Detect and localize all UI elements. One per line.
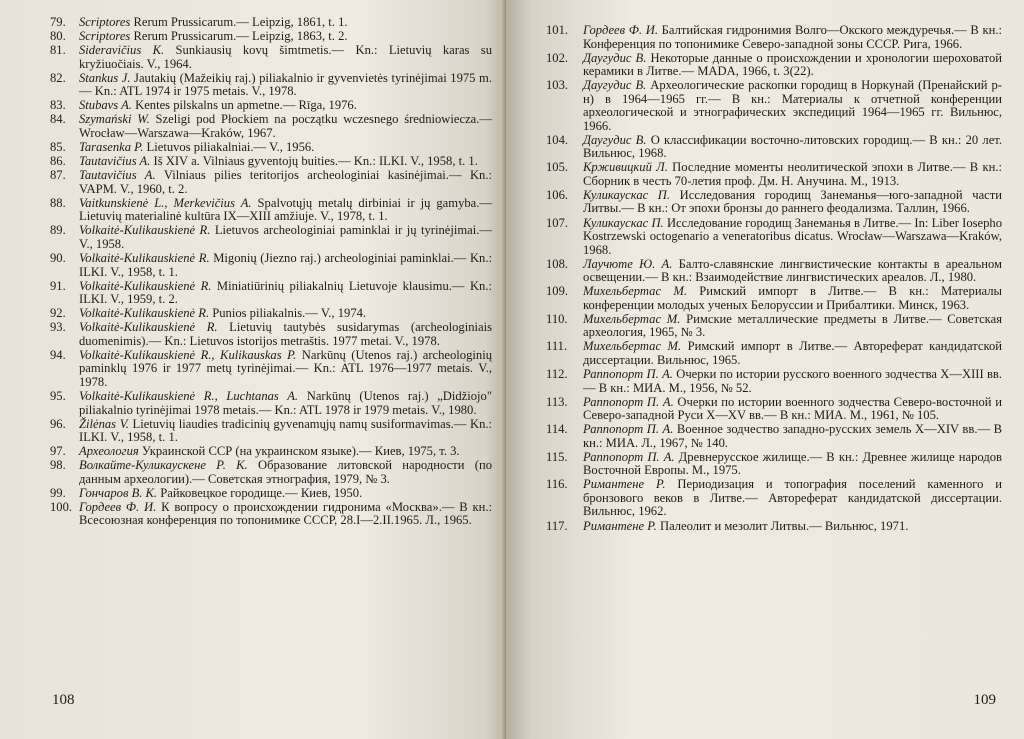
entry-text [79, 44, 492, 71]
entry-author: Volkaitė-Kulikauskienė R. [79, 306, 210, 321]
entry-text [79, 141, 492, 155]
entry-number: 111. [546, 339, 568, 354]
bibliography-entry [546, 451, 1002, 478]
entry-author: Куликаускас П. [583, 215, 664, 230]
entry-title: Очерки по истории военного зодчества Северо-восточной и Северо-западной Руси X—XV вв.— В кн.: МИА. М., 1961, № 105. [583, 394, 1002, 423]
entry-title: Spalvotųjų metalų dirbiniai ir jų gamyba.— Lietuvių materialinė kultūra IX—XIII amžiuje. V., 1978, t. 1. [79, 195, 492, 224]
entry-title: Римский импорт в Литве.— Автореферат кандидатской диссертации. Вильнюс, 1965. [583, 339, 1002, 367]
entry-number: 92. [50, 306, 66, 321]
entry-author: Volkaitė-Kulikauskienė R. [79, 251, 210, 266]
entry-text [79, 390, 492, 417]
entry-text [79, 459, 492, 486]
bibliography-entry [546, 396, 1002, 423]
entry-number: 103. [546, 78, 569, 93]
entry-number: 107. [546, 215, 569, 230]
entry-author: Раппопорт П. А. [583, 367, 673, 382]
entry-author: Гордеев Ф. И. [583, 23, 658, 37]
entry-title: Райковецкое городище.— Киев, 1950. [157, 485, 363, 500]
entry-text [583, 368, 1002, 395]
entry-author: Szymański W. [79, 112, 150, 127]
entry-text [79, 280, 492, 307]
entry-text [79, 169, 492, 196]
entry-number: 79. [50, 15, 66, 29]
bibliography-entry [546, 79, 1002, 133]
entry-text [583, 340, 1002, 367]
entry-number: 112. [546, 367, 568, 382]
entry-text [79, 16, 492, 30]
entry-author: Tarasenka P. [79, 140, 144, 155]
entry-number: 100. [50, 499, 73, 514]
entry-number: 82. [50, 70, 66, 85]
entry-author: Даугудис В. [583, 50, 647, 65]
bibliography-entry [50, 280, 492, 307]
entry-text [583, 451, 1002, 478]
entry-author: Раппопорт П. А. [583, 449, 675, 464]
entry-author: Римантене Р. [583, 518, 657, 533]
entry-title: Балтийская гидронимия Волго—Окского междуречья.— В кн.: Конференция по топонимике Северо-западной зоны СССР. Рига, 1966. [583, 23, 1002, 51]
entry-author: Volkaitė-Kulikauskienė R. [79, 223, 211, 238]
entry-title: Украинской ССР (на украинском языке).— Киев, 1975, т. 3. [138, 444, 460, 459]
entry-text [79, 445, 492, 459]
bibliography-entry [50, 155, 492, 169]
bibliography-entry [50, 445, 492, 459]
entry-title: Некоторые данные о происхождении и хронологии шероховатой керамики в Литве.— MADA, 1966, t. 3(22). [583, 50, 1002, 79]
entry-author: Лаучюте Ю. А. [583, 256, 673, 271]
entry-number: 97. [50, 444, 66, 459]
bibliography-entry [546, 24, 1002, 51]
entry-title: Rerum Prussicarum.— Leipzig, 1863, t. 2. [130, 29, 348, 44]
entry-text [583, 285, 1002, 312]
entry-author: Stankus J. [79, 70, 131, 85]
entry-text [583, 520, 1002, 534]
entry-number: 104. [546, 132, 569, 147]
bibliography-entry [50, 224, 492, 251]
entry-text [583, 478, 1002, 519]
entry-title: Военное зодчество западно-русских земель X—XIV вв.— В кн.: МИА. Л., 1967, № 140. [583, 422, 1003, 450]
entry-title: Lietuvos piliakalniai.— V., 1956. [143, 140, 315, 155]
entry-number: 106. [546, 187, 569, 202]
entry-author: Раппопорт П. А. [583, 422, 674, 437]
entry-text [583, 423, 1002, 450]
entry-number: 102. [546, 50, 569, 65]
entry-number: 101. [546, 23, 569, 37]
entry-author: Žilėnas V. [79, 416, 129, 431]
entry-number: 99. [50, 485, 66, 500]
bibliography-entry [546, 52, 1002, 79]
entry-title: Lietuvių tautybės susidarymas (archeologiniais duomenimis).— Kn.: Lietuvos istorijos metraštis. 1977 metai. V., 1978. [79, 320, 493, 348]
entry-author: Гордеев Ф. И. [79, 499, 157, 514]
bibliography-entry [546, 217, 1002, 258]
bibliography-entry [546, 520, 1002, 534]
entry-title: Narkūnų (Utenos raj.) „Didžiojo" piliakalnio tyrinėjimai 1978 metais.— Kn.: ATL 1978 ir 1979 metais. V., 1980. [79, 389, 492, 417]
entry-text [583, 79, 1002, 133]
bibliography-entry [546, 258, 1002, 285]
entry-text [79, 418, 492, 445]
bibliography-entry [50, 321, 492, 348]
bibliography-entry [546, 189, 1002, 216]
entry-number: 95. [50, 389, 66, 403]
entry-text [79, 72, 492, 99]
right-page [506, 0, 1024, 739]
entry-title: Migonių (Jiezno raj.) archeologiniai paminklai.— Kn.: ILKI. V., 1958, t. 1. [79, 251, 492, 279]
entry-number: 87. [50, 168, 66, 183]
entry-text [79, 99, 492, 113]
entry-number: 115. [546, 449, 568, 464]
entry-title: Jautakių (Mažeikių raj.) piliakalnio ir gyvenvietės tyrinėjimai 1975 m.— Kn.: ATL 1974 ir 1975 metais. V., 1978. [79, 70, 492, 99]
entry-title: Римский импорт в Литве.— В кн.: Материалы конференции молодых ученых Белоруссии и Прибалтики. Минск, 1963. [583, 284, 1003, 312]
entry-text [79, 501, 492, 528]
bibliography-entry [50, 307, 492, 321]
entry-text [79, 252, 492, 279]
entry-title: Исследование городищ Занеманья в Литве.— In: Liber Iosepho Kostrzewski octogenario a veneratoribus dicatus. Wrocław—Warszawa—Kraków, 1968. [583, 215, 1002, 257]
entry-title: Балто-славянские лингвистические контакты в ареальном освещении.— В кн.: Взаимодействие лингвистических ареалов. Л., 1980. [583, 256, 1002, 285]
entry-author: Tautavičius A. [79, 154, 151, 169]
entry-text [583, 189, 1002, 216]
entry-author: Гончаров В. К. [79, 485, 158, 500]
entry-author: Раппопорт П. А. [583, 394, 674, 409]
bibliography-entry [50, 30, 492, 44]
entry-text [583, 134, 1002, 161]
entry-author: Scriptores [79, 29, 131, 44]
entry-text [79, 155, 492, 169]
entry-number: 81. [50, 43, 66, 58]
bibliography-entry [50, 99, 492, 113]
bibliography-entry [50, 252, 492, 279]
entry-title: Rerum Prussicarum.— Leipzig, 1861, t. 1. [130, 15, 348, 29]
entry-author: Volkaitė-Kulikauskienė R. [79, 320, 218, 335]
entry-text [79, 307, 492, 321]
entry-text [583, 24, 1002, 51]
entry-number: 105. [546, 160, 569, 175]
entry-title: Археологические раскопки городищ в Норкунай (Пренайский р-н) в 1964—1965 гг.— В кн.: Материалы к отчетной конференции археологической и этнографических экспедиций 1964—1965 гг. Вильнюс, 1966. [583, 78, 1002, 133]
bibliography-entry [50, 418, 492, 445]
bibliography-entry [50, 390, 492, 417]
entry-title: К вопросу о происхождении гидронима «Москва».— В кн.: Всесоюзная конференция по топонимике СССР, 28.I—2.II.1965. Л., 1965. [79, 499, 492, 528]
entry-number: 116. [546, 477, 568, 492]
bibliography-entry [546, 368, 1002, 395]
entry-number: 113. [546, 394, 568, 409]
bibliography-list-right [546, 24, 1002, 533]
bibliography-entry [546, 285, 1002, 312]
entry-author: Tautavičius A. [79, 168, 156, 183]
entry-text [79, 349, 492, 390]
bibliography-entry [50, 44, 492, 71]
entry-number: 96. [50, 416, 66, 431]
bibliography-entry [50, 349, 492, 390]
entry-title: Lietuvos archeologiniai paminklai ir jų tyrinėjimai.— V., 1958. [79, 223, 492, 251]
entry-title: Vilniaus pilies teritorijos archeologiniai kasinėjimai.— Kn.: VAPM. V., 1960, t. 2. [79, 168, 493, 196]
entry-number: 94. [50, 347, 66, 362]
entry-title: Очерки по истории русского военного зодчества X—XIII вв.— В кн.: МИА. М., 1956, № 52. [583, 367, 1003, 395]
bibliography-entry [546, 340, 1002, 367]
entry-text [79, 30, 492, 44]
entry-number: 86. [50, 154, 66, 169]
bibliography-entry [50, 487, 492, 501]
bibliography-entry [50, 16, 492, 30]
bibliography-entry [546, 478, 1002, 519]
bibliography-entry [546, 313, 1002, 340]
entry-number: 117. [546, 518, 568, 533]
entry-author: Куликаускас П. [583, 187, 671, 202]
entry-text [583, 313, 1002, 340]
entry-author: Scriptores [79, 15, 131, 29]
entry-author: Археология [79, 444, 139, 459]
entry-number: 109. [546, 284, 569, 299]
entry-title: Szeligi pod Płockiem na początku wczesnego średniowiecza.— Wrocław—Warszawa—Kraków, 1967. [79, 112, 492, 140]
entry-number: 90. [50, 251, 66, 266]
entry-text [583, 161, 1002, 188]
entry-author: Михельбертас М. [583, 339, 682, 354]
entry-title: Sunkiausių kovų šimtmetis.— Kn.: Lietuvių karas su kryžiuočiais. V., 1964. [79, 43, 493, 71]
entry-number: 80. [50, 29, 66, 44]
bibliography-entry [546, 134, 1002, 161]
entry-title: Римские металлические предметы в Литве.— Советская археология, 1965, № 3. [583, 311, 1002, 340]
entry-text [79, 487, 492, 501]
entry-number: 91. [50, 278, 66, 293]
bibliography-entry [50, 169, 492, 196]
entry-number: 83. [50, 98, 66, 113]
entry-number: 110. [546, 311, 568, 326]
entry-text [79, 113, 492, 140]
entry-text [79, 197, 492, 224]
entry-title: Narkūnų (Utenos raj.) archeologinių paminklų 1976 ir 1977 metų tyrinėjimai.— Kn.: ATL 1976—1977 metais. V., 1978. [79, 347, 492, 389]
page-number-right: 109 [973, 692, 996, 708]
entry-title: Древнерусское жилище.— В кн.: Древнее жилище народов Восточной Европы. М., 1975. [583, 449, 1003, 478]
entry-title: Периодизация и топография поселений каменного и бронзового веков в Литве.— Автореферат кандидатской диссертации. Вильнюс, 1962. [583, 477, 1003, 519]
page-number-left: 108 [52, 692, 75, 708]
bibliography-entry [50, 113, 492, 140]
entry-author: Volkaitė-Kulikauskienė R., Kulikauskas P. [79, 347, 297, 362]
entry-text [79, 224, 492, 251]
entry-title: Последние моменты неолитической эпохи в Литве.— В кн.: Сборник в честь 70-летия проф. Дм. Н. Анучина. М., 1913. [583, 160, 1002, 188]
bibliography-entry [50, 72, 492, 99]
entry-author: Михельбертас М. [583, 284, 687, 299]
entry-author: Волкайте-Куликаускене Р. К. [79, 458, 248, 473]
entry-author: Даугудис В. [583, 132, 647, 147]
entry-text [583, 52, 1002, 79]
entry-author: Stubavs A. [79, 98, 132, 113]
entry-title: Miniatiūrinių piliakalnių Lietuvoje klausimu.— Kn.: ILKI. V., 1959, t. 2. [79, 278, 493, 307]
entry-title: Punios piliakalnis.— V., 1974. [209, 306, 367, 321]
entry-number: 98. [50, 458, 66, 473]
entry-title: Iš XIV a. Vilniaus gyventojų buities.— Kn.: ILKI. V., 1958, t. 1. [150, 154, 478, 169]
entry-author: Volkaitė-Kulikauskienė R. [79, 278, 212, 293]
bibliography-entry [546, 161, 1002, 188]
entry-title: Kentes pilskalns un apmetne.— Rīga, 1976. [131, 98, 357, 113]
entry-title: Образование литовской народности (по данным археологии).— Советская этнография, 1979, № 3. [79, 458, 493, 486]
entry-text [583, 396, 1002, 423]
entry-text [583, 217, 1002, 258]
entry-title: Lietuvių liaudies tradicinių gyvenamųjų namų susiformavimas.— Kn.: ILKI. V., 1958, t. 1. [79, 416, 493, 445]
entry-number: 89. [50, 223, 66, 238]
entry-title: Исследования городищ Занеманья—юго-западной части Литвы.— В кн.: От эпохи бронзы до раннего феодализма. Таллин, 1966. [583, 187, 1002, 216]
entry-author: Sideravičius K. [79, 43, 165, 58]
entry-number: 114. [546, 422, 568, 437]
entry-text [583, 258, 1002, 285]
entry-number: 84. [50, 112, 66, 127]
entry-text [79, 321, 492, 348]
entry-title: О классификации восточно-литовских городищ.— В кн.: 20 лет. Вильнюс, 1968. [583, 132, 1002, 161]
entry-number: 108. [546, 256, 569, 271]
entry-author: Volkaitė-Kulikauskienė R., Luchtanas A. [79, 389, 299, 403]
entry-author: Римантене Р. [583, 477, 666, 492]
entry-author: Михельбертас М. [583, 311, 681, 326]
entry-number: 93. [50, 320, 66, 335]
bibliography-entry [50, 141, 492, 155]
bibliography-list-left [50, 16, 492, 528]
bibliography-entry [50, 501, 492, 528]
bibliography-entry [546, 423, 1002, 450]
entry-author: Крживицкий Л. [583, 160, 668, 175]
left-page [0, 0, 506, 739]
entry-number: 88. [50, 195, 66, 210]
entry-author: Vaitkunskienė L., Merkevičius A. [79, 195, 252, 210]
bibliography-entry [50, 197, 492, 224]
bibliography-entry [50, 459, 492, 486]
entry-number: 85. [50, 140, 66, 155]
entry-title: Палеолит и мезолит Литвы.— Вильнюс, 1971. [656, 518, 909, 533]
entry-author: Даугудис В. [583, 78, 647, 93]
